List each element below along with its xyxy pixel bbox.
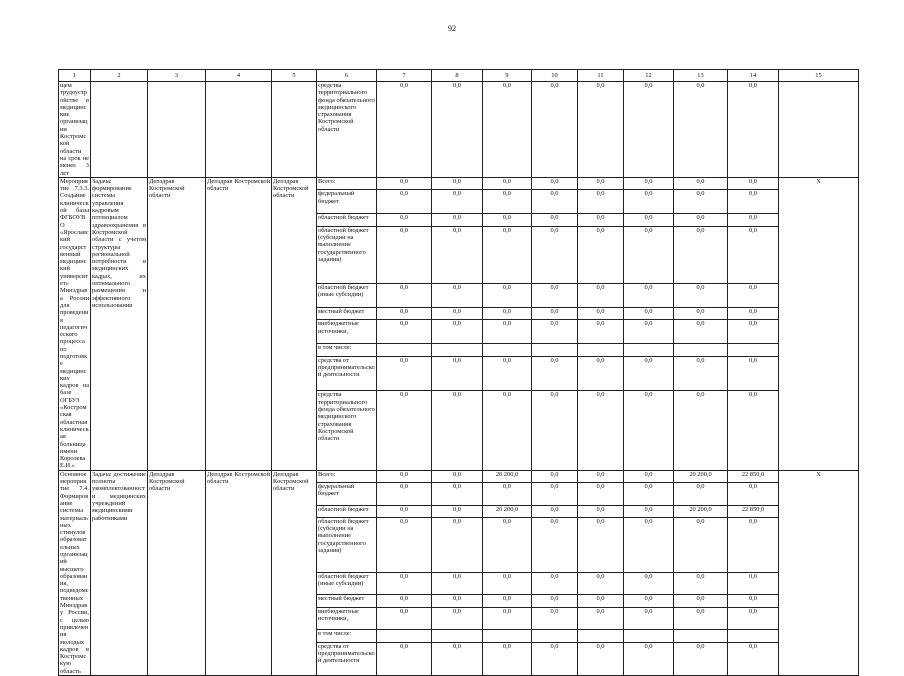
value-cell: 0,0: [532, 214, 578, 227]
value-cell: 0,0: [624, 226, 674, 283]
value-cell: [578, 630, 624, 642]
value-cell: 0,0: [674, 214, 728, 227]
value-cell: 0,0: [432, 572, 483, 595]
value-cell: 0,0: [432, 190, 483, 214]
value-cell: 0,0: [728, 607, 779, 630]
value-cell: 0,0: [728, 214, 779, 227]
funding-source-cell: внебюджетные источники,: [317, 607, 377, 630]
value-cell: 0,0: [624, 214, 674, 227]
value-cell: 0,0: [578, 607, 624, 630]
value-cell: 0,0: [483, 226, 532, 283]
value-cell: 0,0: [377, 391, 432, 470]
value-cell: [624, 630, 674, 642]
value-cell: 20 200,0: [674, 505, 728, 517]
page-number: 92: [448, 24, 456, 33]
value-cell: [674, 343, 728, 356]
value-cell: 0,0: [532, 391, 578, 470]
value-cell: 0,0: [377, 607, 432, 630]
value-cell: 0,0: [483, 214, 532, 227]
value-cell: 0,0: [377, 190, 432, 214]
value-cell: 0,0: [432, 505, 483, 517]
column-header: 13: [674, 70, 728, 82]
value-cell: 0,0: [674, 190, 728, 214]
funding-source-cell: местный бюджет: [317, 595, 377, 607]
value-cell: 0,0: [432, 214, 483, 227]
value-cell: 0,0: [624, 642, 674, 676]
value-cell: 0,0: [377, 642, 432, 676]
administrator-cell: Депздрав Костромской области: [272, 470, 317, 675]
value-cell: 0,0: [377, 307, 432, 320]
value-cell: 0,0: [578, 391, 624, 470]
value-cell: 0,0: [674, 482, 728, 505]
value-cell: 0,0: [532, 642, 578, 676]
empty-cell: [148, 82, 206, 178]
value-cell: 20 200,0: [483, 470, 532, 482]
value-cell: 0,0: [578, 356, 624, 391]
value-cell: 0,0: [432, 482, 483, 505]
value-cell: 0,0: [728, 226, 779, 283]
value-cell: 0,0: [483, 595, 532, 607]
funding-source-cell: в том числе:: [317, 630, 377, 642]
value-cell: [377, 343, 432, 356]
value-cell: 0,0: [624, 505, 674, 517]
value-cell: 22 850,0: [728, 470, 779, 482]
value-cell: 20 200,0: [674, 470, 728, 482]
value-cell: 0,0: [483, 517, 532, 572]
value-cell: 0,0: [483, 607, 532, 630]
header-row: [59, 70, 859, 82]
value-cell: 0,0: [624, 595, 674, 607]
value-cell: 0,0: [728, 190, 779, 214]
value-cell: 0,0: [532, 505, 578, 517]
value-cell: 0,0: [432, 607, 483, 630]
executor-cell: Депздрав Костромской области: [148, 177, 206, 470]
funding-source-cell: федеральный бюджет: [317, 190, 377, 214]
value-cell: 0,0: [483, 482, 532, 505]
funding-source-cell: федеральный бюджет: [317, 482, 377, 505]
value-cell: 20 200,0: [483, 505, 532, 517]
value-cell: 0,0: [578, 226, 624, 283]
funding-source-cell: в том числе:: [317, 343, 377, 356]
value-cell: 0,0: [728, 177, 779, 190]
customer-cell: Депздрав Костромской области: [206, 177, 272, 470]
value-cell: 0,0: [578, 517, 624, 572]
value-cell: 0,0: [377, 505, 432, 517]
column-header: 10: [532, 70, 578, 82]
value-cell: 0,0: [674, 607, 728, 630]
value-cell: 0,0: [483, 391, 532, 470]
column-header: 2: [91, 70, 148, 82]
funding-source-cell: средства территориального фонда обязательного медицинского страхования Костромской области: [317, 82, 377, 178]
result-cell: Х: [779, 177, 859, 470]
value-cell: 0,0: [728, 356, 779, 391]
column-header: 6: [317, 70, 377, 82]
value-cell: 0,0: [432, 320, 483, 344]
column-header: 11: [578, 70, 624, 82]
funding-source-cell: областной бюджет (субсидии на выполнение государственного задания): [317, 226, 377, 283]
value-cell: 0,0: [624, 190, 674, 214]
value-cell: 0,0: [674, 356, 728, 391]
value-cell: 0,0: [483, 177, 532, 190]
column-header: 14: [728, 70, 779, 82]
value-cell: 0,0: [532, 607, 578, 630]
value-cell: [377, 630, 432, 642]
result-cell: Х: [779, 470, 859, 675]
value-cell: 0,0: [578, 642, 624, 676]
value-cell: 0,0: [578, 283, 624, 307]
column-header: 15: [779, 70, 859, 82]
empty-cell: [91, 82, 148, 178]
column-header: 5: [272, 70, 317, 82]
column-header: 12: [624, 70, 674, 82]
value-cell: 0,0: [674, 572, 728, 595]
value-cell: [728, 343, 779, 356]
value-cell: 0,0: [624, 470, 674, 482]
value-cell: 0,0: [532, 226, 578, 283]
value-cell: 0,0: [728, 572, 779, 595]
value-cell: 0,0: [728, 517, 779, 572]
table-row: [59, 470, 859, 482]
value-cell: 0,0: [532, 177, 578, 190]
value-cell: 0,0: [728, 642, 779, 676]
empty-cell: [272, 82, 317, 178]
value-cell: 0,0: [483, 642, 532, 676]
value-cell: 0,0: [532, 307, 578, 320]
value-cell: 0,0: [624, 177, 674, 190]
value-cell: 0,0: [624, 356, 674, 391]
value-cell: 0,0: [432, 517, 483, 572]
value-cell: 0,0: [578, 505, 624, 517]
value-cell: 0,0: [432, 307, 483, 320]
value-cell: 0,0: [532, 356, 578, 391]
value-cell: 0,0: [728, 283, 779, 307]
value-cell: 0,0: [377, 82, 432, 178]
value-cell: 0,0: [483, 82, 532, 178]
value-cell: 0,0: [674, 307, 728, 320]
value-cell: 0,0: [728, 320, 779, 344]
value-cell: 0,0: [377, 320, 432, 344]
value-cell: 0,0: [532, 320, 578, 344]
value-cell: 0,0: [674, 82, 728, 178]
value-cell: 0,0: [674, 517, 728, 572]
funding-source-cell: областной бюджет: [317, 214, 377, 227]
column-header: 4: [206, 70, 272, 82]
empty-cell: [206, 82, 272, 178]
measure-cell: щем трудоустройстве в медицинские организации Костромской области на срок не менее 3 лет: [60, 82, 89, 177]
value-cell: 0,0: [483, 356, 532, 391]
value-cell: 0,0: [483, 190, 532, 214]
value-cell: 0,0: [483, 283, 532, 307]
value-cell: 0,0: [578, 470, 624, 482]
value-cell: 0,0: [532, 482, 578, 505]
value-cell: [483, 343, 532, 356]
value-cell: 0,0: [532, 470, 578, 482]
value-cell: 0,0: [578, 82, 624, 178]
value-cell: 0,0: [578, 595, 624, 607]
value-cell: [532, 630, 578, 642]
value-cell: 0,0: [578, 482, 624, 505]
measure-cell: Основное мероприятие 7.4. Формирование системы материальных стимулов образовательных организаций высшего образования, подведомственных Минздраву России, с целью привлечения молодых кадров в Костромскую область: [60, 470, 89, 675]
column-header: 3: [148, 70, 206, 82]
value-cell: [432, 630, 483, 642]
value-cell: 0,0: [483, 320, 532, 344]
value-cell: 0,0: [432, 283, 483, 307]
value-cell: 0,0: [532, 595, 578, 607]
value-cell: 0,0: [624, 283, 674, 307]
task-cell: Задача: формирование системы управления кадровым потенциалом здравоохранения в Костромской области с учетом структуры региональной потребности в медицинских кадрах, их оптимального размещения и эффективного использования: [91, 177, 148, 470]
value-cell: 0,0: [532, 190, 578, 214]
value-cell: 0,0: [377, 595, 432, 607]
value-cell: 0,0: [728, 307, 779, 320]
value-cell: 0,0: [624, 320, 674, 344]
empty-cell: [779, 82, 859, 178]
value-cell: 0,0: [532, 283, 578, 307]
value-cell: [624, 343, 674, 356]
value-cell: 0,0: [483, 307, 532, 320]
value-cell: 0,0: [377, 482, 432, 505]
value-cell: 0,0: [432, 391, 483, 470]
value-cell: 0,0: [728, 482, 779, 505]
value-cell: 0,0: [674, 283, 728, 307]
value-cell: 0,0: [532, 572, 578, 595]
value-cell: [532, 343, 578, 356]
column-header: 9: [483, 70, 532, 82]
value-cell: 0,0: [624, 572, 674, 595]
value-cell: 0,0: [624, 307, 674, 320]
funding-source-cell: Всего:: [317, 470, 377, 482]
value-cell: 0,0: [728, 82, 779, 178]
funding-source-cell: Всего:: [317, 177, 377, 190]
table-body: [59, 82, 859, 676]
funding-source-cell: областной бюджет: [317, 505, 377, 517]
value-cell: 0,0: [377, 517, 432, 572]
value-cell: 0,0: [578, 307, 624, 320]
value-cell: 0,0: [432, 177, 483, 190]
value-cell: 0,0: [377, 214, 432, 227]
executor-cell: Депздрав Костромской области: [148, 470, 206, 675]
value-cell: 22 850,0: [728, 505, 779, 517]
value-cell: 0,0: [624, 517, 674, 572]
value-cell: 0,0: [674, 226, 728, 283]
value-cell: 0,0: [377, 356, 432, 391]
value-cell: 0,0: [432, 595, 483, 607]
value-cell: 0,0: [432, 226, 483, 283]
value-cell: 0,0: [578, 214, 624, 227]
value-cell: 0,0: [624, 607, 674, 630]
measure-cell: Мероприятие 7.3.3. Создание клинической базы ФГБОУВО «Ярославский государственный медицинский университет» Минздрава России для проведения педагогического процесса по подготовке медицинских кадров на базе ОГБУЗ «Костромская областная клиническая больница имени Королева Е.И.»: [60, 177, 89, 470]
value-cell: 0,0: [377, 283, 432, 307]
budget-table: [58, 69, 859, 676]
funding-source-cell: средства территориального фонда обязательного медицинского страхования Костромской области: [317, 391, 377, 470]
value-cell: 0,0: [483, 572, 532, 595]
value-cell: 0,0: [728, 595, 779, 607]
value-cell: 0,0: [377, 572, 432, 595]
value-cell: 0,0: [432, 470, 483, 482]
value-cell: [483, 630, 532, 642]
funding-source-cell: местный бюджет: [317, 307, 377, 320]
value-cell: 0,0: [377, 177, 432, 190]
value-cell: [578, 343, 624, 356]
value-cell: 0,0: [674, 391, 728, 470]
column-header: 1: [59, 70, 91, 82]
value-cell: 0,0: [377, 226, 432, 283]
funding-source-cell: средства от предпринимательской деятельности: [317, 642, 377, 676]
value-cell: 0,0: [624, 82, 674, 178]
value-cell: 0,0: [674, 642, 728, 676]
administrator-cell: Депздрав Костромской области: [272, 177, 317, 470]
value-cell: 0,0: [674, 595, 728, 607]
value-cell: [432, 343, 483, 356]
customer-cell: Депздрав Костромской области: [206, 470, 272, 675]
value-cell: 0,0: [432, 82, 483, 178]
value-cell: 0,0: [674, 177, 728, 190]
value-cell: 0,0: [578, 320, 624, 344]
value-cell: 0,0: [624, 482, 674, 505]
value-cell: 0,0: [432, 356, 483, 391]
value-cell: 0,0: [578, 190, 624, 214]
value-cell: [728, 630, 779, 642]
value-cell: 0,0: [674, 320, 728, 344]
value-cell: 0,0: [578, 177, 624, 190]
value-cell: [674, 630, 728, 642]
value-cell: 0,0: [728, 391, 779, 470]
table-row: [59, 177, 859, 190]
column-header: 7: [377, 70, 432, 82]
value-cell: 0,0: [578, 572, 624, 595]
column-header: 8: [432, 70, 483, 82]
value-cell: 0,0: [377, 470, 432, 482]
value-cell: 0,0: [624, 391, 674, 470]
table-row: [59, 82, 859, 178]
funding-source-cell: областной бюджет (иные субсидии): [317, 572, 377, 595]
funding-source-cell: внебюджетные источники,: [317, 320, 377, 344]
funding-source-cell: областной бюджет (иные субсидии): [317, 283, 377, 307]
funding-source-cell: областной бюджет (субсидии на выполнение государственного задания): [317, 517, 377, 572]
value-cell: 0,0: [532, 82, 578, 178]
funding-source-cell: средства от предпринимательской деятельности: [317, 356, 377, 391]
value-cell: 0,0: [432, 642, 483, 676]
task-cell: Задача: достижение полноты укомплектованности медицинских учреждений медицинскими работниками: [91, 470, 148, 675]
value-cell: 0,0: [532, 517, 578, 572]
